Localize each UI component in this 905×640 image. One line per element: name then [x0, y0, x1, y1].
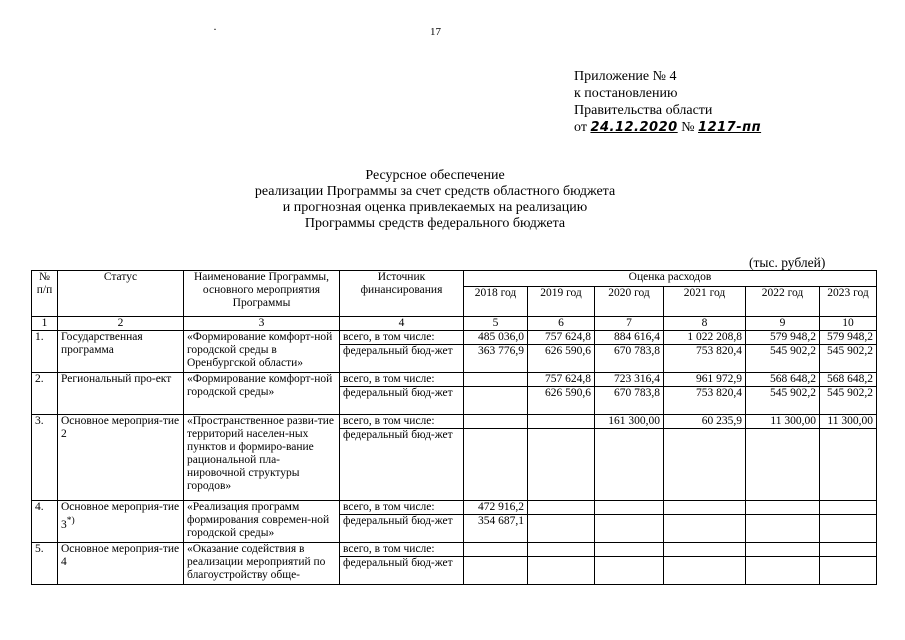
value-cell: 961 972,9	[664, 373, 746, 387]
value-cell: 753 820,4	[664, 387, 746, 415]
value-cell: 545 902,2	[746, 387, 820, 415]
value-cell	[746, 501, 820, 515]
value-cell	[820, 429, 877, 501]
value-cell	[528, 543, 595, 557]
value-cell: 363 776,9	[464, 345, 528, 373]
value-cell	[820, 515, 877, 543]
value-cell: 161 300,00	[595, 415, 664, 429]
source-federal: федеральный бюд-жет	[340, 387, 464, 415]
value-cell: 568 648,2	[746, 373, 820, 387]
source-federal: федеральный бюд-жет	[340, 515, 464, 543]
unit-label: (тыс. рублей)	[749, 255, 826, 270]
appendix-line-3: Правительства области	[574, 103, 713, 118]
value-cell	[746, 557, 820, 585]
title-line-2: реализации Программы за счет средств областного бюджета	[254, 184, 616, 199]
header-no: № п/п	[32, 271, 58, 317]
appendix-line-1: Приложение № 4	[574, 69, 677, 84]
value-cell	[820, 543, 877, 557]
row-status-text: Основное мероприя-тие 3	[61, 501, 180, 531]
value-cell: 723 316,4	[595, 373, 664, 387]
row-name: «Пространственное разви-тие территорий населен-ных пунктов и формиро-вание рациональной пла-нировочной структуры городов»	[184, 415, 340, 501]
header-year: 2022 год	[746, 287, 820, 317]
value-cell: 757 624,8	[528, 331, 595, 345]
col-number: 7	[595, 317, 664, 331]
col-number: 6	[528, 317, 595, 331]
value-cell	[595, 543, 664, 557]
value-cell: 626 590,6	[528, 345, 595, 373]
col-number: 8	[664, 317, 746, 331]
value-cell	[528, 429, 595, 501]
appendix-date-line	[574, 119, 761, 136]
value-cell: 670 783,8	[595, 387, 664, 415]
header-year: 2019 год	[528, 287, 595, 317]
value-cell	[528, 415, 595, 429]
row-status	[58, 501, 184, 543]
row-status: Государственная программа	[58, 331, 184, 373]
value-cell: 1 022 208,8	[664, 331, 746, 345]
header-year: 2021 год	[664, 287, 746, 317]
value-cell: 670 783,8	[595, 345, 664, 373]
source-federal: федеральный бюд-жет	[340, 557, 464, 585]
row-status: Основное мероприя-тие 2	[58, 415, 184, 501]
value-cell: 11 300,00	[820, 415, 877, 429]
value-cell	[746, 515, 820, 543]
source-total: всего, в том числе:	[340, 373, 464, 387]
source-federal: федеральный бюд-жет	[340, 345, 464, 373]
appendix-block	[574, 68, 761, 136]
value-cell	[464, 415, 528, 429]
row-no: 4.	[32, 501, 58, 543]
handwritten-number: 1217-пп	[698, 120, 762, 135]
footnote-mark: *)	[66, 515, 75, 526]
value-cell	[746, 429, 820, 501]
row-name: «Формирование комфорт-ной городской среды в Оренбургской области»	[184, 331, 340, 373]
value-cell	[464, 543, 528, 557]
value-cell: 626 590,6	[528, 387, 595, 415]
value-cell: 579 948,2	[746, 331, 820, 345]
header-name: Наименование Программы, основного мероприятия Программы	[184, 271, 340, 317]
handwritten-date: 24.12.2020	[590, 120, 678, 135]
value-cell	[595, 515, 664, 543]
source-total: всего, в том числе:	[340, 331, 464, 345]
row-status: Основное мероприя-тие 4	[58, 543, 184, 585]
value-cell	[595, 429, 664, 501]
value-cell: 753 820,4	[664, 345, 746, 373]
scan-dot: ·	[213, 22, 217, 36]
value-cell	[746, 543, 820, 557]
title-line-3: и прогнозная оценка привлекаемых на реализацию	[282, 200, 588, 215]
row-name: «Формирование комфорт-ной городской среды»	[184, 373, 340, 415]
col-number: 3	[184, 317, 340, 331]
value-cell	[528, 501, 595, 515]
value-cell	[664, 543, 746, 557]
value-cell	[595, 557, 664, 585]
header-estimate: Оценка расходов	[464, 271, 877, 287]
row-no: 2.	[32, 373, 58, 415]
value-cell: 545 902,2	[820, 345, 877, 373]
col-number: 2	[58, 317, 184, 331]
col-number: 1	[32, 317, 58, 331]
value-cell	[528, 557, 595, 585]
value-cell	[820, 557, 877, 585]
value-cell	[464, 387, 528, 415]
row-status: Региональный про-ект	[58, 373, 184, 415]
value-cell	[464, 557, 528, 585]
header-source: Источник финансирования	[340, 271, 464, 317]
col-number: 9	[746, 317, 820, 331]
value-cell	[528, 515, 595, 543]
col-number: 4	[340, 317, 464, 331]
row-no: 1.	[32, 331, 58, 373]
title-line-1: Ресурсное обеспечение	[365, 168, 505, 183]
value-cell	[664, 429, 746, 501]
row-name: «Оказание содействия в реализации мероприятий по благоустройству обще-	[184, 543, 340, 585]
row-name: «Реализация программ формирования современ-ной городской среды»	[184, 501, 340, 543]
value-cell: 545 902,2	[746, 345, 820, 373]
value-cell: 568 648,2	[820, 373, 877, 387]
source-total: всего, в том числе:	[340, 501, 464, 515]
row-no: 5.	[32, 543, 58, 585]
value-cell: 472 916,2	[464, 501, 528, 515]
value-cell: 757 624,8	[528, 373, 595, 387]
value-cell: 884 616,4	[595, 331, 664, 345]
number-label: №	[681, 120, 695, 135]
value-cell: 60 235,9	[664, 415, 746, 429]
header-status: Статус	[58, 271, 184, 317]
source-total: всего, в том числе:	[340, 415, 464, 429]
appendix-line-2: к постановлению	[574, 86, 678, 101]
title-line-4: Программы средств федерального бюджета	[304, 216, 566, 231]
col-number: 5	[464, 317, 528, 331]
value-cell	[664, 501, 746, 515]
value-cell: 354 687,1	[464, 515, 528, 543]
value-cell: 579 948,2	[820, 331, 877, 345]
col-number: 10	[820, 317, 877, 331]
value-cell: 545 902,2	[820, 387, 877, 415]
document-title	[200, 168, 670, 232]
value-cell: 485 036,0	[464, 331, 528, 345]
header-year: 2018 год	[464, 287, 528, 317]
value-cell	[464, 373, 528, 387]
value-cell	[664, 515, 746, 543]
header-year: 2020 год	[595, 287, 664, 317]
value-cell	[820, 501, 877, 515]
page-number: 17	[430, 26, 441, 38]
value-cell	[595, 501, 664, 515]
source-total: всего, в том числе:	[340, 543, 464, 557]
header-year: 2023 год	[820, 287, 877, 317]
row-no: 3.	[32, 415, 58, 501]
value-cell	[664, 557, 746, 585]
value-cell: 11 300,00	[746, 415, 820, 429]
value-cell	[464, 429, 528, 501]
date-prefix: от	[574, 120, 587, 135]
resource-table	[31, 270, 877, 585]
source-federal: федеральный бюд-жет	[340, 429, 464, 501]
